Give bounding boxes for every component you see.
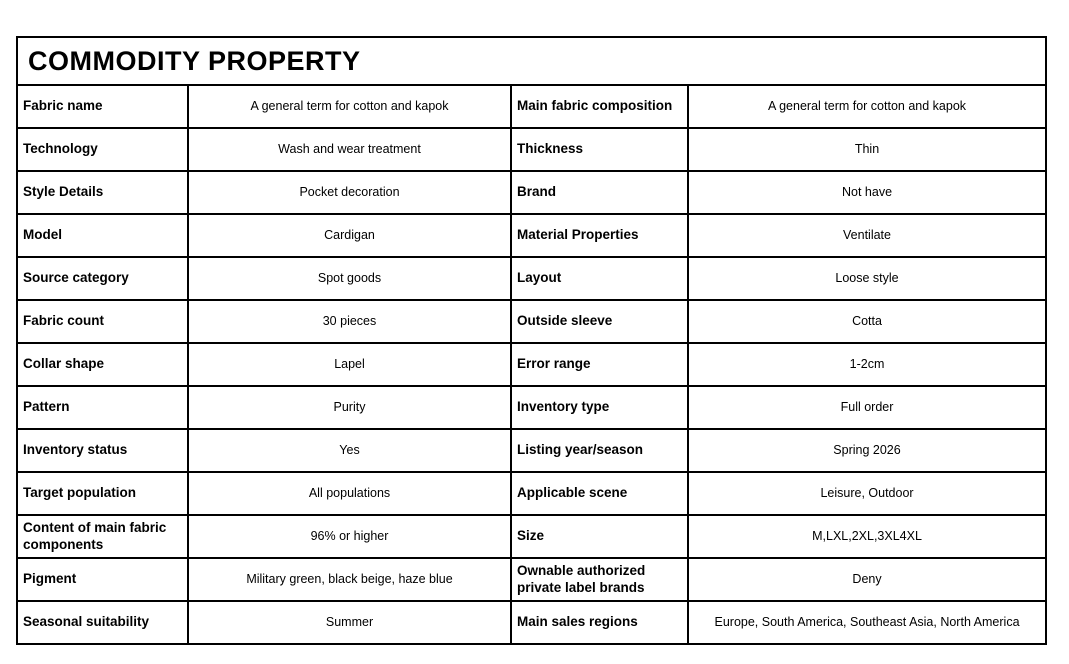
table-row	[17, 343, 1046, 386]
property-label: Fabric count	[17, 300, 188, 343]
property-label: Outside sleeve	[511, 300, 688, 343]
property-label: Listing year/season	[511, 429, 688, 472]
property-value: Deny	[688, 558, 1046, 601]
page-title: COMMODITY PROPERTY	[17, 37, 1046, 85]
table-row	[17, 257, 1046, 300]
title-row	[17, 37, 1046, 85]
table-row	[17, 128, 1046, 171]
property-label: Target population	[17, 472, 188, 515]
table-row	[17, 300, 1046, 343]
table-row	[17, 472, 1046, 515]
property-value: Lapel	[188, 343, 511, 386]
property-value: Not have	[688, 171, 1046, 214]
property-label: Brand	[511, 171, 688, 214]
property-value: Wash and wear treatment	[188, 128, 511, 171]
commodity-property-table	[16, 36, 1047, 645]
property-value: Spring 2026	[688, 429, 1046, 472]
table-row	[17, 214, 1046, 257]
property-label: Thickness	[511, 128, 688, 171]
property-label: Content of main fabric components	[17, 515, 188, 558]
property-label: Style Details	[17, 171, 188, 214]
table-row	[17, 386, 1046, 429]
property-label: Main sales regions	[511, 601, 688, 644]
property-value: Spot goods	[188, 257, 511, 300]
property-value: Cardigan	[188, 214, 511, 257]
property-value: Purity	[188, 386, 511, 429]
property-label: Source category	[17, 257, 188, 300]
table-row	[17, 558, 1046, 601]
property-value: 30 pieces	[188, 300, 511, 343]
property-value: Pocket decoration	[188, 171, 511, 214]
property-value: M,LXL,2XL,3XL4XL	[688, 515, 1046, 558]
table-row	[17, 85, 1046, 128]
property-label: Inventory type	[511, 386, 688, 429]
property-label: Technology	[17, 128, 188, 171]
property-label: Collar shape	[17, 343, 188, 386]
table-row	[17, 429, 1046, 472]
property-value: All populations	[188, 472, 511, 515]
property-value: Military green, black beige, haze blue	[188, 558, 511, 601]
property-label: Inventory status	[17, 429, 188, 472]
property-value: Summer	[188, 601, 511, 644]
table-row	[17, 171, 1046, 214]
property-label: Ownable authorized private label brands	[511, 558, 688, 601]
property-value: Cotta	[688, 300, 1046, 343]
property-value: Loose style	[688, 257, 1046, 300]
property-value: 1-2cm	[688, 343, 1046, 386]
property-label: Pigment	[17, 558, 188, 601]
property-label: Pattern	[17, 386, 188, 429]
table-row	[17, 601, 1046, 644]
property-value: A general term for cotton and kapok	[688, 85, 1046, 128]
property-label: Fabric name	[17, 85, 188, 128]
property-value: A general term for cotton and kapok	[188, 85, 511, 128]
property-label: Layout	[511, 257, 688, 300]
table-body	[17, 37, 1046, 644]
property-value: Thin	[688, 128, 1046, 171]
property-value: Ventilate	[688, 214, 1046, 257]
property-label: Main fabric composition	[511, 85, 688, 128]
property-value: 96% or higher	[188, 515, 511, 558]
property-value: Full order	[688, 386, 1046, 429]
property-label: Applicable scene	[511, 472, 688, 515]
property-value: Europe, South America, Southeast Asia, North America	[688, 601, 1046, 644]
table-row	[17, 515, 1046, 558]
property-label: Model	[17, 214, 188, 257]
property-label: Error range	[511, 343, 688, 386]
property-label: Size	[511, 515, 688, 558]
property-label: Material Properties	[511, 214, 688, 257]
property-value: Yes	[188, 429, 511, 472]
property-value: Leisure, Outdoor	[688, 472, 1046, 515]
property-label: Seasonal suitability	[17, 601, 188, 644]
